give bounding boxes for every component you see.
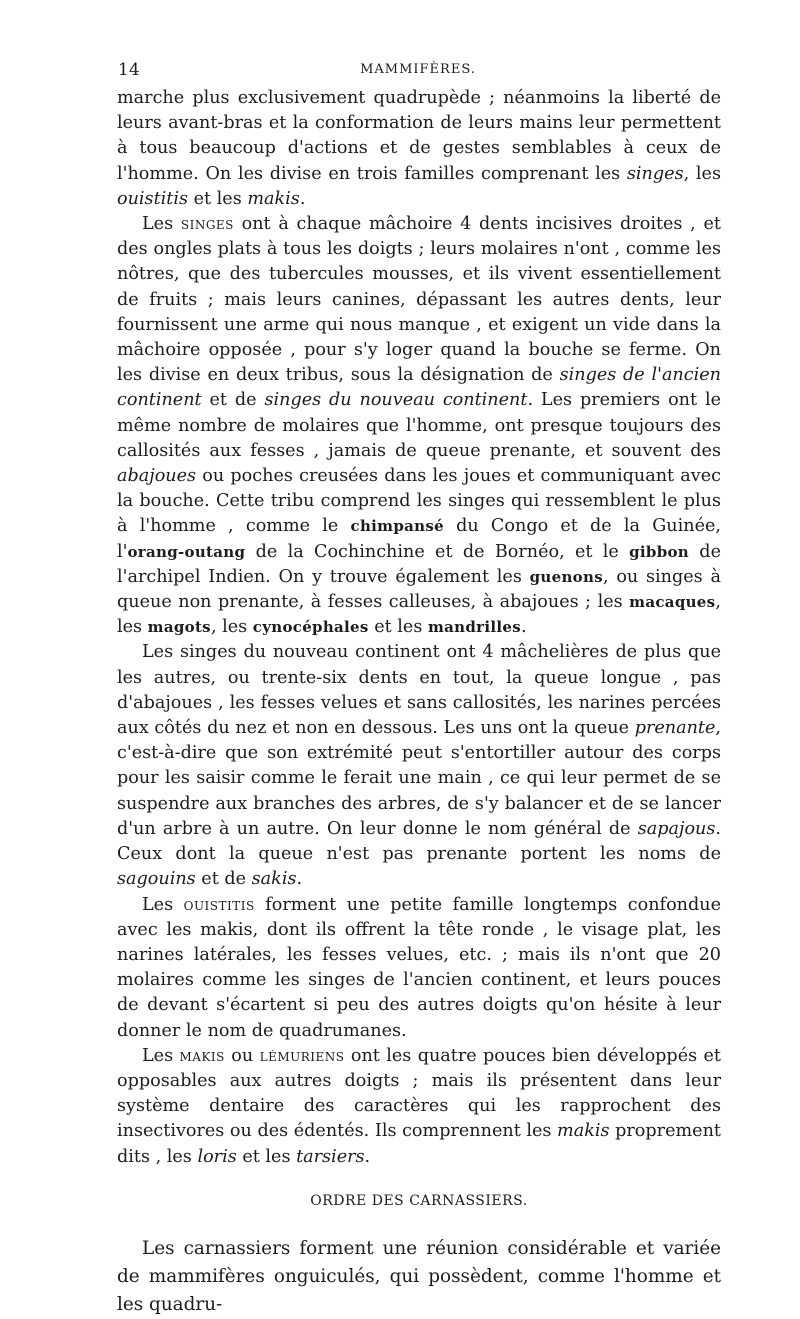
text: , les — [210, 617, 253, 638]
running-title: MAMMIFÈRES. — [360, 62, 476, 77]
text: du Congo et de la Guinée, l' — [117, 516, 721, 562]
paragraph-4 — [117, 893, 721, 1044]
bold-term: gibbon — [629, 542, 689, 561]
italic-term: makis — [247, 188, 300, 209]
text: , les — [683, 163, 721, 184]
text: Les singes du nouveau continent ont 4 mâchelières de plus que les autres, ou trente-six dents en tout, la queue longue , pas d'abajoues , les fesses velues et sans callosités, les narines percées aux côtés du nez et non en dessous. Les uns ont la queue — [117, 642, 721, 739]
text: . — [520, 617, 527, 638]
text: , c'est-à-dire que son extrémité peut s'entortiller autour des corps pour les saisir comme le ferait une main , ce qui leur permet de se suspendre aux branches des arbres, de s'y balancer et de se lancer d'un arbre à un autre. On leur donne le nom général de — [117, 718, 721, 839]
text: ont les quatre pouces bien développés et opposables aux autres doigts ; mais ils présentent dans leur système dentaire des caractères qui les rapprochent des insectivores ou des édentés. Ils comprennent les — [117, 1045, 721, 1142]
text: ou — [224, 1045, 260, 1066]
paragraph-1 — [117, 86, 721, 212]
text: marche plus exclusivement quadrupède ; néanmoins la liberté de leurs avant-bras et la conformation de leurs mains leur permettent à tous beaucoup d'actions et de gestes semblables à ceux de l'homme. On les divise en trois familles comprenant les — [117, 88, 721, 184]
text: . Les premiers ont le même nombre de molaires que l'homme, ont presque toujours des callosités aux fesses , jamais de queue prenante, et souvent des — [117, 390, 721, 461]
italic-term: sakis — [251, 869, 297, 890]
text: . — [299, 188, 306, 209]
paragraph-6 — [117, 1235, 721, 1319]
bold-term: magots — [147, 618, 211, 637]
italic-term: singes du nouveau continent — [264, 390, 528, 411]
page-number: 14 — [118, 60, 140, 80]
italic-term: sapajous — [637, 818, 716, 839]
paragraph-5 — [117, 1044, 721, 1170]
text: proprement dits , les — [117, 1121, 721, 1167]
text: . — [296, 869, 303, 890]
small-caps-term: ouistitis — [183, 894, 255, 915]
section-heading: ORDRE DES CARNASSIERS. — [310, 1192, 528, 1209]
text: Les — [142, 894, 184, 915]
paragraph-2 — [117, 212, 721, 640]
page-header — [118, 60, 718, 84]
italic-term: sagouins — [117, 869, 196, 890]
text: et les — [188, 188, 248, 209]
text: Les carnassiers forment une réunion considérable et variée de mammifères onguiculés, qui possèdent, comme l'homme et les quadru- — [117, 1237, 721, 1315]
text: Les — [142, 214, 181, 235]
text: , les — [117, 592, 721, 638]
text: de la Cochinchine et de Bornéo, et le — [245, 541, 630, 562]
italic-term: singes de l'ancien continent — [117, 365, 721, 411]
bold-term: chimpansé — [350, 517, 444, 536]
small-caps-term: lémuriens — [259, 1045, 345, 1066]
text: et les — [236, 1146, 297, 1167]
small-caps-term: makis — [179, 1045, 225, 1066]
bold-term: orang-outang — [127, 542, 246, 561]
italic-term: prenante — [634, 718, 716, 739]
bold-term: mandrilles — [427, 618, 521, 637]
text: et de — [201, 390, 265, 411]
italic-term: loris — [197, 1146, 237, 1167]
paragraph-3 — [117, 640, 721, 892]
italic-term: tarsiers — [296, 1146, 365, 1167]
bold-term: cynocéphales — [252, 618, 369, 637]
text: et de — [195, 869, 252, 890]
text: Les — [142, 1045, 180, 1066]
text: ont à chaque mâchoire 4 dents incisives droites , et des ongles plats à tous les doigts ; leurs molaires n'ont , comme les nôtres, que des tubercules mousses, et ils vivent essentiellement de fruits ; mais leurs canines, dépassant les autres dents, leur fournissent une arme qui nous manque , et exigent un vide dans la mâchoire opposée , pour s'y loger quand la bouche se ferme. On les divise en deux tribus, sous la désignation de — [117, 214, 721, 386]
small-caps-term: singes — [180, 214, 234, 235]
text: forment une petite famille longtemps confondue avec les makis, dont ils offrent la tête ronde , le visage plat, les narines latérales, les fesses velues, etc. ; mais ils n'ont que 20 molaires comme les singes de l'ancien continent, et leurs pouces de devant s'écartent si peu des autres doigts qu'on hésite à leur donner le nom de quadrumanes. — [117, 894, 721, 1041]
text: . — [364, 1146, 371, 1167]
italic-term: singes — [626, 163, 684, 184]
italic-term: ouistitis — [117, 188, 189, 209]
text: de l'archipel Indien. On y trouve également les — [117, 541, 721, 587]
text: ou poches creusées dans les joues et communiquant avec la bouche. Cette tribu comprend les singes qui ressemblent le plus à l'homme , comme le — [117, 466, 721, 537]
italic-term: makis — [557, 1121, 610, 1142]
italic-term: abajoues — [117, 466, 197, 487]
text: et les — [368, 617, 428, 638]
page-body — [117, 86, 721, 1319]
text: . Ceux dont la queue n'est pas prenante portent les noms de — [117, 818, 721, 865]
bold-term: guenons — [529, 567, 603, 586]
text: , ou singes à queue non prenante, à fesses calleuses, à abajoues ; les — [117, 566, 721, 613]
bold-term: macaques — [629, 593, 716, 612]
